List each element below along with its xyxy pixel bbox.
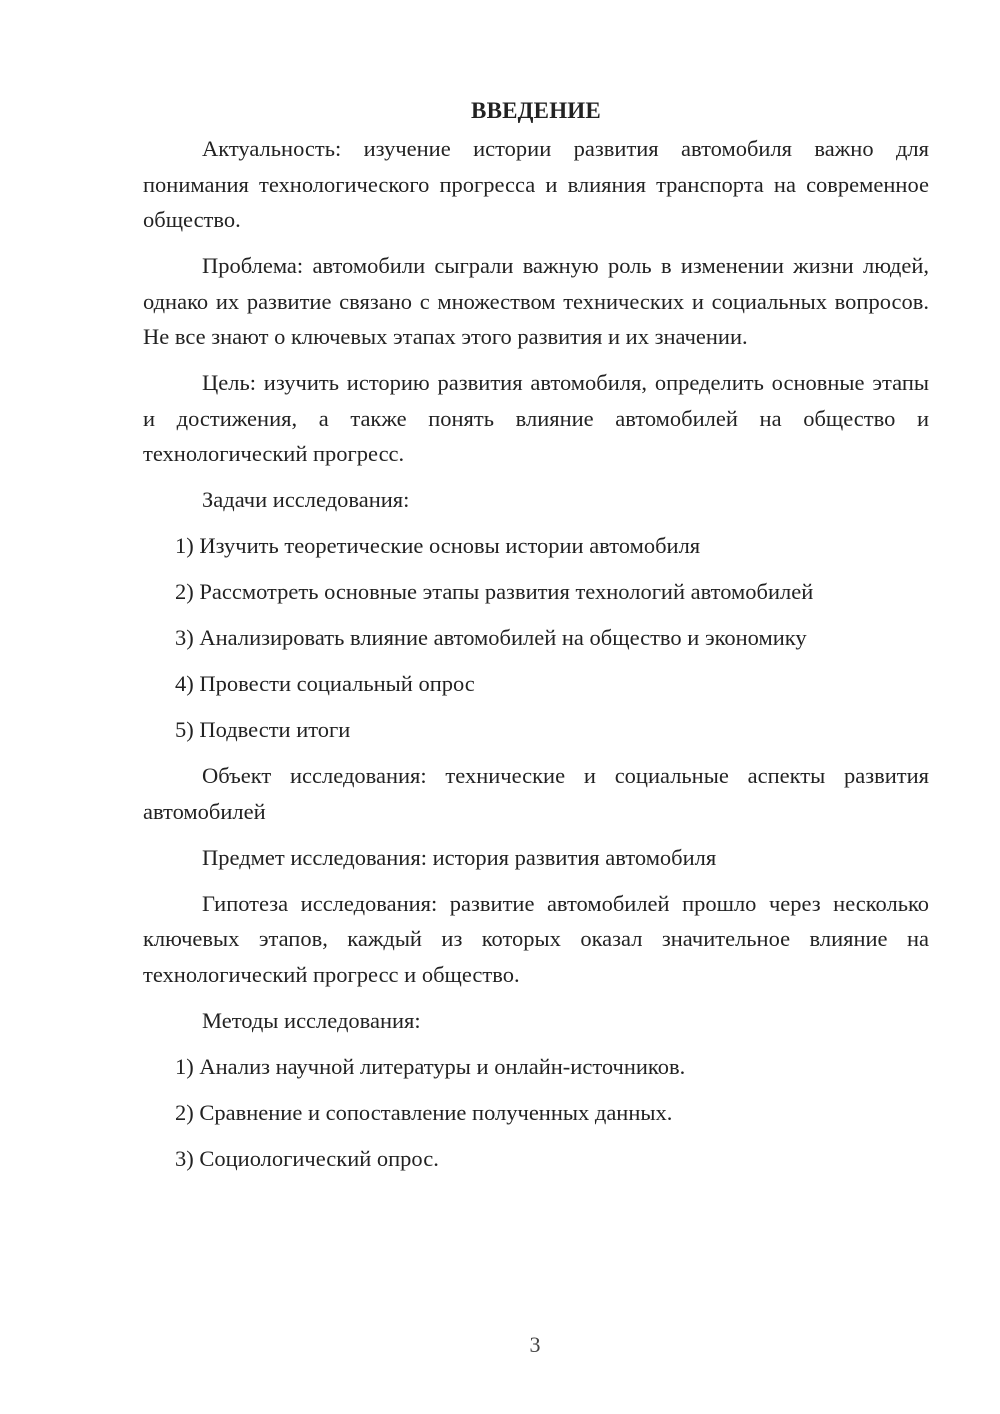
page-number: 3 [529,1332,541,1357]
task-item: 2) Рассмотреть основные этапы развития технологий автомобилей [175,579,814,604]
goal-paragraph: Цель: изучить историю развития автомобиля, определить основные этапы и достижения, а также понять влияние автомобилей на общество и технологический прогресс. [143,370,929,466]
method-item: 2) Сравнение и сопоставление полученных данных. [175,1099,673,1125]
tasks-heading: Задачи исследования: [202,487,410,512]
subject-paragraph: Предмет исследования: история развития автомобиля [202,844,717,870]
task-item: 3) Анализировать влияние автомобилей на общество и экономику [175,625,807,650]
task-item: 5) Подвести итоги [175,717,351,742]
problem-paragraph: Проблема: автомобили сыграли важную роль в изменении жизни людей, однако их развитие связано с множеством технических и социальных вопросов. Не все знают о ключевых этапах этого развития и их значении. [143,253,929,349]
task-item: 1) Изучить теоретические основы истории автомобиля [175,533,701,558]
task-item: 4) Провести социальный опрос [175,671,475,696]
page-title: ВВЕДЕНИЕ [471,98,601,123]
method-item: 3) Социологический опрос. [175,1145,439,1171]
methods-heading: Методы исследования: [202,1007,421,1033]
method-item: 1) Анализ научной литературы и онлайн-источников. [175,1053,686,1079]
relevance-paragraph: Актуальность: изучение истории развития автомобиля важно для понимания технологического прогресса и влияния транспорта на современное общество. [143,136,929,232]
object-paragraph: Объект исследования: технические и социальные аспекты развития автомобилей [143,763,929,824]
document-page [143,93,929,1187]
hypothesis-paragraph: Гипотеза исследования: развитие автомобилей прошло через несколько ключевых этапов, каждый из которых оказал значительное влияние на технологический прогресс и общество. [143,890,929,987]
